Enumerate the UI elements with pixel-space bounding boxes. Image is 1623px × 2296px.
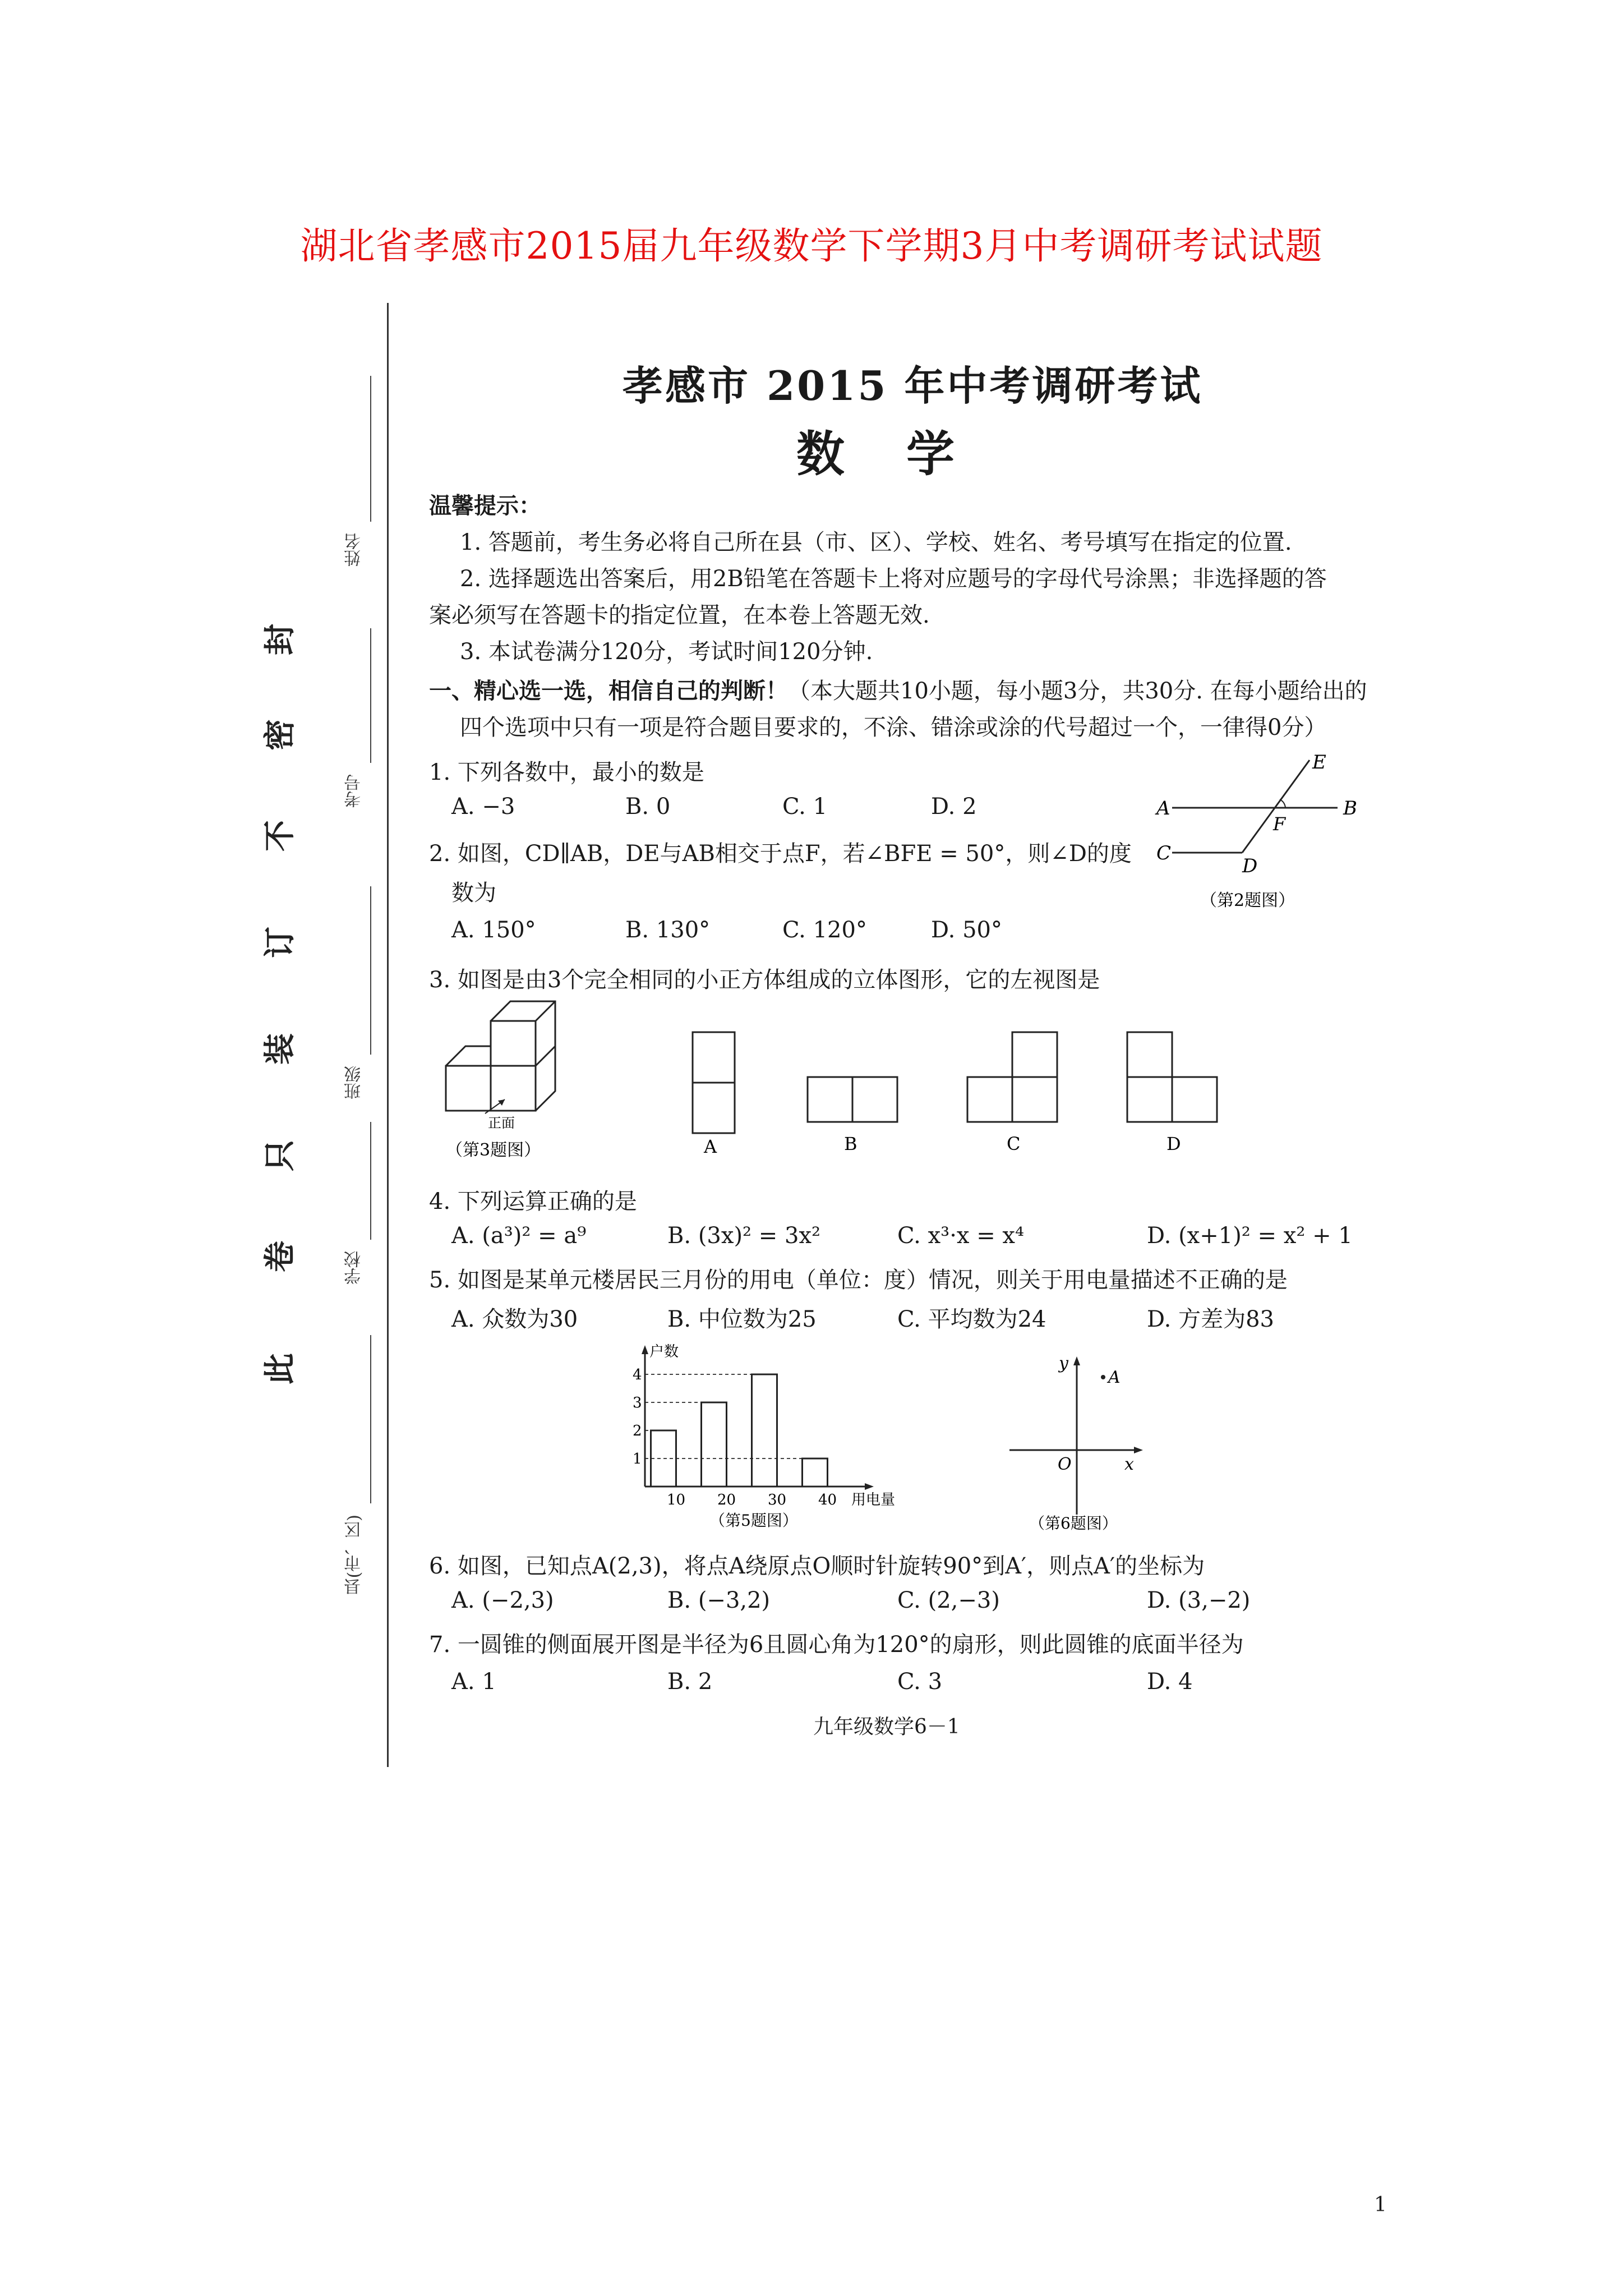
q2-option-c: C. 120° <box>782 917 867 943</box>
label-e: E <box>1312 752 1326 774</box>
section-heading <box>429 673 1367 705</box>
q1-option-c: C. 1 <box>782 794 828 820</box>
tip-item: 1. 答题前，考生务必将自己所在县（市、区）、学校、姓名、考号填写在指定的位置. <box>460 530 1292 555</box>
question-3-stem: 3. 如图是由3个完全相同的小正方体组成的立体图形，它的左视图是 <box>429 967 1100 993</box>
fig6-x-arrow <box>1134 1447 1143 1453</box>
tip-item: 2. 选择题选出答案后，用2B铅笔在答题卡上将对应题号的字母代号涂黑；非选择题的答 <box>460 566 1327 592</box>
q4-option-a: A. (a³)² = a⁹ <box>451 1223 587 1249</box>
section-heading-text: 一、精心选一选，相信自己的判断！ <box>429 678 788 704</box>
bar-30 <box>752 1374 777 1487</box>
q7-option-d: D. 4 <box>1147 1669 1193 1695</box>
section-note-line2: 四个选项中只有一项是符合题目要求的，不涂、错涂或涂的代号超过一个，一律得0分） <box>460 715 1327 740</box>
q3-option-a-label: A <box>704 1136 717 1156</box>
fig6-label-o: O <box>1058 1455 1072 1474</box>
y-tick-label: 1 <box>633 1451 642 1467</box>
q6-option-c: C. (2,−3) <box>897 1588 1000 1613</box>
y-axis-arrow <box>642 1345 648 1354</box>
fig6-label-y: y <box>1059 1354 1068 1373</box>
fig6-y-arrow <box>1073 1356 1080 1365</box>
q2-option-d: D. 50° <box>931 917 1002 943</box>
seal-char: 装 <box>261 1033 298 1065</box>
question-5-stem: 5. 如图是某单元楼居民三月份的用电（单位：度）情况，则关于用电量描述不正确的是 <box>429 1267 1288 1293</box>
y-tick-label: 2 <box>633 1423 642 1439</box>
page-number: 1 <box>1374 2193 1387 2216</box>
q6-option-b: B. (−3,2) <box>667 1588 771 1613</box>
q1-option-a: A. −3 <box>451 794 515 820</box>
q3-option-d-figure <box>1122 1027 1234 1156</box>
field-class-label: 班级 <box>344 1066 364 1099</box>
binding-line <box>387 303 389 1767</box>
q3-option-c-figure <box>962 1027 1074 1156</box>
field-county-line <box>370 1335 371 1503</box>
figure-5-chart <box>611 1341 903 1531</box>
field-id-line <box>370 628 371 763</box>
label-d: D <box>1242 855 1258 877</box>
q3-option-a-figure <box>687 1027 743 1156</box>
q4-option-c: C. x³·x = x⁴ <box>897 1223 1025 1249</box>
figure-6-caption: （第6题图） <box>1029 1514 1118 1531</box>
field-id-label: 考号 <box>344 774 364 808</box>
q6-option-a: A. (−2,3) <box>451 1588 554 1613</box>
front-label: 正面 <box>488 1115 515 1131</box>
seal-char: 封 <box>261 624 298 655</box>
x-tick-label: 30 <box>767 1492 787 1508</box>
field-county-label: 县(市、区) <box>344 1515 364 1595</box>
figure-5-caption: （第5题图） <box>709 1511 798 1530</box>
seal-char: 卷 <box>261 1241 298 1272</box>
x-tick-label: 40 <box>818 1492 837 1508</box>
label-c: C <box>1156 842 1172 864</box>
label-a: A <box>1156 797 1170 820</box>
section-note: （本大题共10小题，每小题3分，共30分. 在每小题给出的 <box>788 678 1367 704</box>
question-7-stem: 7. 一圆锥的侧面展开图是半径为6且圆心角为120°的扇形，则此圆锥的底面半径为 <box>429 1632 1244 1658</box>
seal-char: 此 <box>261 1353 298 1384</box>
q5-option-c: C. 平均数为24 <box>897 1306 1046 1332</box>
tip-item: 案必须写在答题卡的指定位置，在本卷上答题无效. <box>429 602 930 628</box>
y-tick-label: 3 <box>633 1395 642 1411</box>
question-6-stem: 6. 如图，已知点A(2,3)，将点A绕原点O顺时针旋转90°到A′，则点A′的坐标为 <box>429 1553 1205 1579</box>
x-axis-arrow <box>865 1483 874 1490</box>
label-f: F <box>1273 813 1286 835</box>
tip-item: 3. 本试卷满分120分，考试时间120分钟. <box>460 639 873 665</box>
question-2-stem-cont: 数为 <box>451 880 496 906</box>
exam-title: 孝感市 2015 年中考调研考试 <box>623 362 1203 409</box>
q5-option-d: D. 方差为83 <box>1147 1306 1274 1332</box>
q2-option-b: B. 130° <box>625 917 711 943</box>
x-tick-label: 10 <box>666 1492 686 1508</box>
q7-option-b: B. 2 <box>667 1669 713 1695</box>
seal-char: 不 <box>261 820 298 852</box>
bar-40 <box>803 1458 828 1487</box>
seal-char: 订 <box>261 927 298 958</box>
fig6-label-x: x <box>1124 1455 1134 1474</box>
q1-option-d: D. 2 <box>931 794 977 820</box>
question-1-stem: 1. 下列各数中，最小的数是 <box>429 760 704 785</box>
q2-option-a: A. 150° <box>451 917 536 943</box>
y-axis-label: 户数 <box>649 1343 679 1360</box>
point-a <box>1101 1375 1105 1379</box>
fig6-label-a: A <box>1108 1368 1121 1387</box>
field-school-line <box>370 1122 371 1240</box>
y-tick-label: 4 <box>633 1366 642 1383</box>
q4-option-b: B. (3x)² = 3x² <box>667 1223 821 1249</box>
figure-2 <box>1138 752 1374 914</box>
field-name-label: 姓名 <box>344 533 364 567</box>
figure-3 <box>440 999 608 1167</box>
document-title: 湖北省孝感市2015届九年级数学下学期3月中考调研考试试题 <box>300 224 1323 268</box>
q3-option-d-label: D <box>1166 1133 1181 1154</box>
exam-footer: 九年级数学6－1 <box>813 1715 960 1738</box>
figure-6 <box>998 1352 1200 1531</box>
q3-option-b-figure <box>802 1071 914 1156</box>
q4-option-d: D. (x+1)² = x² + 1 <box>1147 1223 1353 1249</box>
seal-char: 只 <box>261 1140 298 1171</box>
field-class-line <box>370 886 371 1055</box>
x-tick-label: 20 <box>717 1492 736 1508</box>
q3-option-c-label: C <box>1007 1133 1021 1154</box>
question-2-stem: 2. 如图，CD∥AB，DE与AB相交于点F，若∠BFE = 50°，则∠D的度 <box>429 841 1132 867</box>
field-name-line <box>370 376 371 522</box>
q5-option-a: A. 众数为30 <box>451 1306 578 1332</box>
seal-char: 密 <box>261 719 298 751</box>
figure-3-caption: （第3题图） <box>446 1140 541 1160</box>
q7-option-a: A. 1 <box>451 1669 496 1695</box>
x-axis-label: 用电量 <box>851 1492 896 1508</box>
subject-title: 数学 <box>796 426 1016 482</box>
line-de <box>1242 760 1310 853</box>
bar-20 <box>702 1402 727 1487</box>
front-arrow-head <box>498 1099 505 1106</box>
q5-option-b: B. 中位数为25 <box>667 1306 817 1332</box>
q6-option-d: D. (3,−2) <box>1147 1588 1251 1613</box>
field-school-label: 学校 <box>344 1251 364 1285</box>
figure-2-caption: （第2题图） <box>1200 891 1295 910</box>
label-b: B <box>1343 797 1357 820</box>
q1-option-b: B. 0 <box>625 794 671 820</box>
q3-option-b-label: B <box>844 1133 857 1154</box>
tips-heading: 温馨提示： <box>429 493 541 519</box>
q7-option-c: C. 3 <box>897 1669 943 1695</box>
question-4-stem: 4. 下列运算正确的是 <box>429 1189 637 1214</box>
